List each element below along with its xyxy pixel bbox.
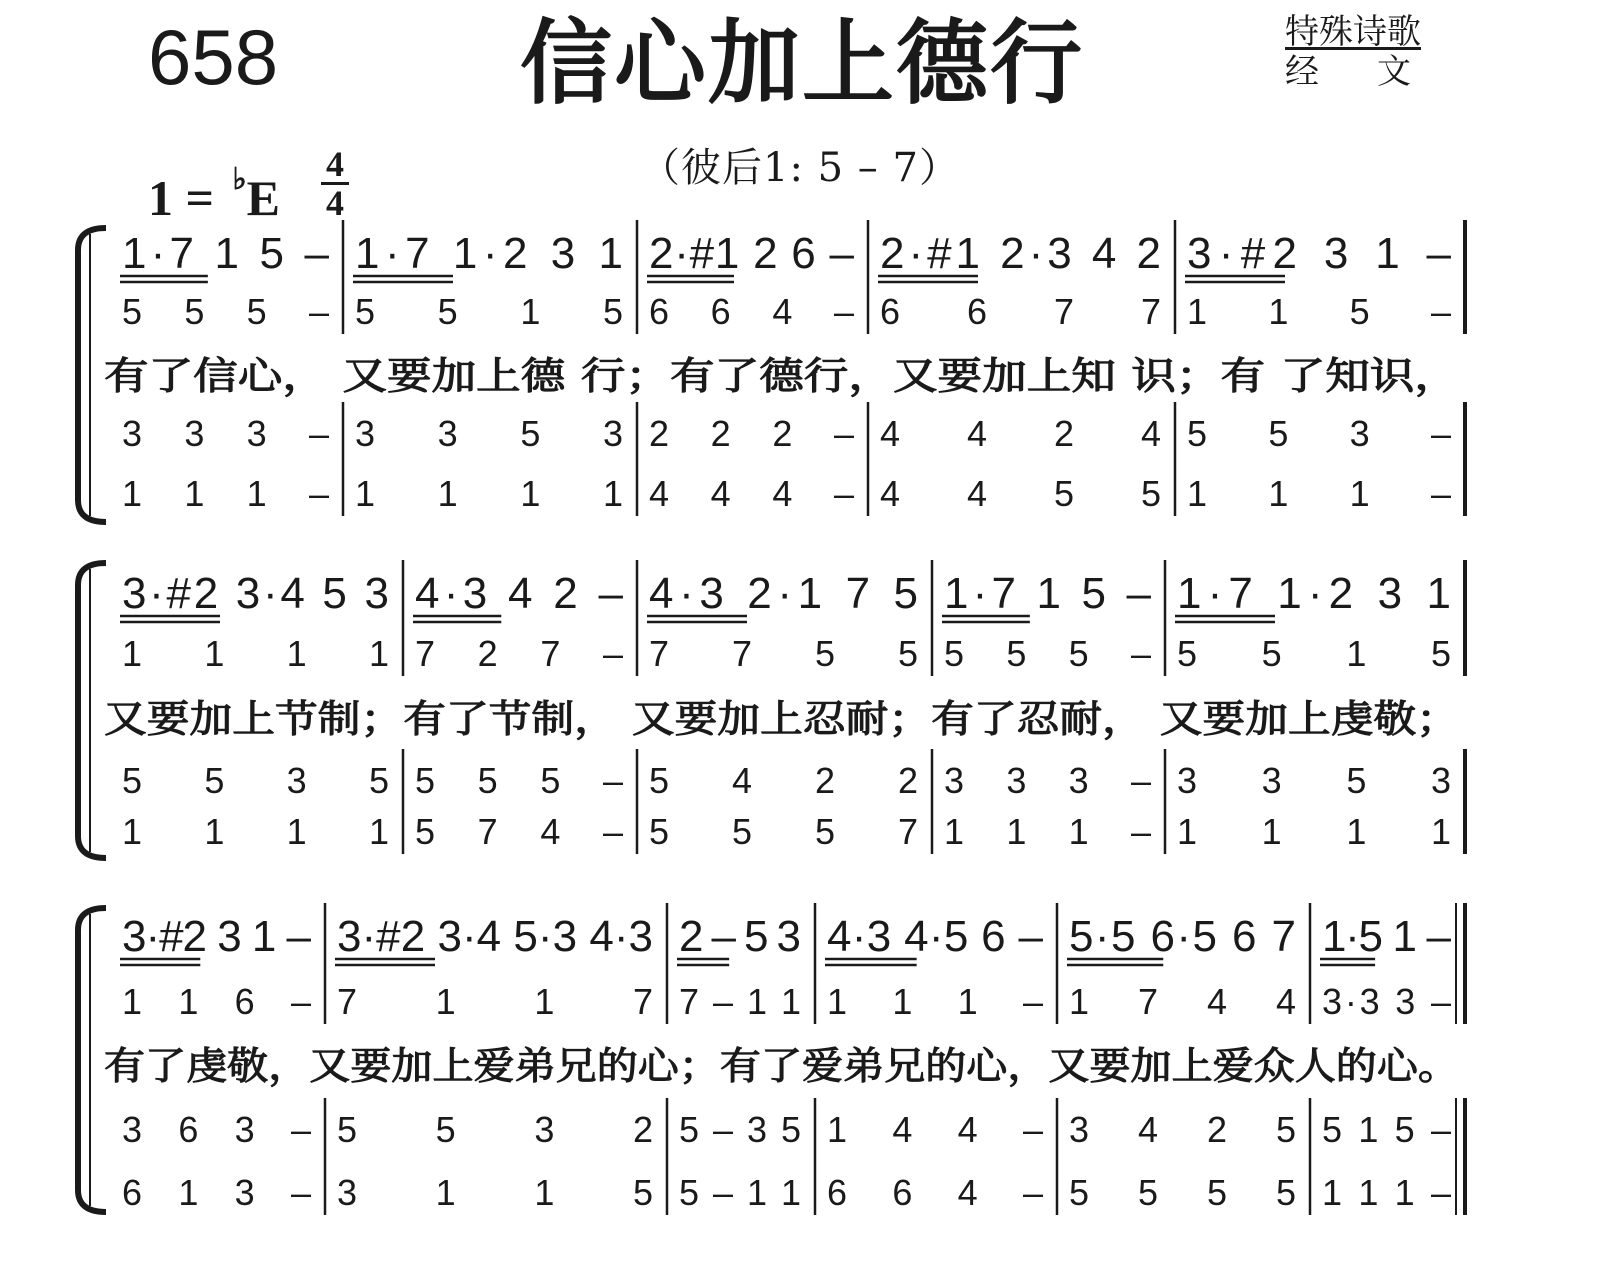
flat-symbol: ♭: [232, 163, 247, 196]
tenor-measure: 5 5 5 –: [415, 760, 623, 801]
bass-measure: 1 1 1 –: [1322, 1172, 1451, 1213]
bass-measure: 5 5 5 7: [649, 811, 918, 852]
bass-measure: 5 – 1 1: [679, 1172, 801, 1213]
soprano-measure: 3·#2 3·4 5·3 4·3: [337, 912, 653, 961]
soprano-measure: 2·#1 2 6 –: [649, 229, 854, 278]
soprano-measure: 5·5 6·5 6 7: [1069, 912, 1296, 961]
bass-measure: 4 4 5 5: [880, 473, 1161, 514]
bass-measure: 1 1 1 1: [1177, 811, 1451, 852]
lyric-line: 又要加上节制；有了节制， 又要加上忍耐；有了忍耐， 又要加上虔敬；: [104, 696, 1309, 741]
time-sig-top: 4: [326, 144, 344, 184]
bass-measure: 1 1 1 1: [355, 473, 623, 514]
alto-measure: 1 1 6 –: [122, 981, 311, 1022]
soprano-measure: 4·3 4 2 –: [415, 569, 623, 618]
soprano-measure: 4·3 4·5 6 –: [827, 912, 1043, 961]
time-sig-bottom: 4: [326, 183, 344, 223]
bass-measure: 1 1 1 1: [122, 811, 389, 852]
lyric-line: 有了信心， 又要加上德 行；有了德行，又要加上知 识；有 了知识，: [104, 353, 1259, 398]
alto-measure: 7 7 5 5: [649, 633, 918, 674]
lyric-line: 有了虔敬，又要加上爱弟兄的心；有了爱弟兄的心，又要加上爱众人的心。: [104, 1043, 1359, 1088]
bass-measure: 1 1 1 –: [1187, 473, 1451, 514]
bass-measure: 1 1 1 –: [122, 473, 329, 514]
alto-measure: 6 6 7 7: [880, 291, 1161, 332]
tenor-measure: 3 6 3 –: [122, 1109, 311, 1150]
soprano-measure: 2 – 5 3: [679, 912, 801, 961]
tenor-measure: 5 5 3 5: [122, 760, 389, 801]
system-bracket: [78, 563, 106, 858]
soprano-measure: 1·5 1 –: [1322, 912, 1451, 961]
alto-measure: 7 – 1 1: [679, 981, 801, 1022]
soprano-measure: 3·#2 3 1 –: [1187, 229, 1451, 278]
hymn-category: 特殊诗歌: [1285, 12, 1421, 52]
hymn-number: 658: [148, 13, 279, 101]
key-prefix: 1 =: [148, 170, 227, 226]
tenor-measure: 5 – 3 5: [679, 1109, 801, 1150]
tenor-measure: 5 4 2 2: [649, 760, 918, 801]
alto-measure: 3·3 3 –: [1322, 981, 1451, 1022]
tenor-measure: 3 3 5 3: [355, 413, 623, 454]
soprano-measure: 3·#2 3 1 –: [122, 912, 311, 961]
tenor-measure: 5 1 5 –: [1322, 1109, 1451, 1150]
alto-measure: 7 1 1 7: [337, 981, 653, 1022]
soprano-measure: 2·#1 2·3 4 2: [880, 229, 1161, 278]
tenor-measure: 3 3 3 –: [944, 760, 1151, 801]
alto-measure: 5 5 5 –: [122, 291, 329, 332]
tenor-measure: 3 3 3 –: [122, 413, 329, 454]
soprano-measure: 1·7 1·2 3 1: [355, 229, 623, 278]
bass-measure: 5 7 4 –: [415, 811, 623, 852]
hymn-title: 信心加上德行: [520, 9, 1085, 117]
tenor-measure: 1 4 4 –: [827, 1109, 1043, 1150]
bass-measure: 5 5 5 5: [1069, 1172, 1296, 1213]
system-bracket: [78, 908, 106, 1212]
bass-measure: 3 1 1 5: [337, 1172, 653, 1213]
system-bracket: [78, 228, 106, 522]
alto-measure: 1 1 1 1: [122, 633, 389, 674]
tenor-measure: 3 4 2 5: [1069, 1109, 1296, 1150]
tenor-measure: 4 4 2 4: [880, 413, 1161, 454]
bass-measure: 6 6 4 –: [827, 1172, 1043, 1213]
alto-measure: 5 5 1 5: [355, 291, 623, 332]
tenor-measure: 3 3 5 3: [1177, 760, 1451, 801]
soprano-measure: 4·3 2·1 7 5: [649, 569, 918, 618]
soprano-measure: 1·7 1 5 –: [122, 229, 329, 278]
alto-measure: 6 6 4 –: [649, 291, 854, 332]
bass-measure: 4 4 4 –: [649, 473, 854, 514]
bass-measure: 1 1 1 –: [944, 811, 1151, 852]
tenor-measure: 2 2 2 –: [649, 413, 854, 454]
alto-measure: 1 1 5 –: [1187, 291, 1451, 332]
alto-measure: 7 2 7 –: [415, 633, 623, 674]
alto-measure: 5 5 1 5: [1177, 633, 1451, 674]
tenor-measure: 5 5 3 2: [337, 1109, 653, 1150]
alto-measure: 1 7 4 4: [1069, 981, 1296, 1022]
scripture-label: 经文: [1285, 52, 1469, 92]
soprano-measure: 1·7 1 5 –: [944, 569, 1151, 618]
alto-measure: 1 1 1 –: [827, 981, 1043, 1022]
key-note: E: [246, 170, 281, 226]
alto-measure: 5 5 5 –: [944, 633, 1151, 674]
scripture-reference: （彼后1: 5 – 7）: [640, 145, 960, 191]
tenor-measure: 5 5 3 –: [1187, 413, 1451, 454]
soprano-measure: 3·#2 3·4 5 3: [122, 569, 389, 618]
soprano-measure: 1·7 1·2 3 1: [1177, 569, 1451, 618]
bass-measure: 6 1 3 –: [122, 1172, 311, 1213]
